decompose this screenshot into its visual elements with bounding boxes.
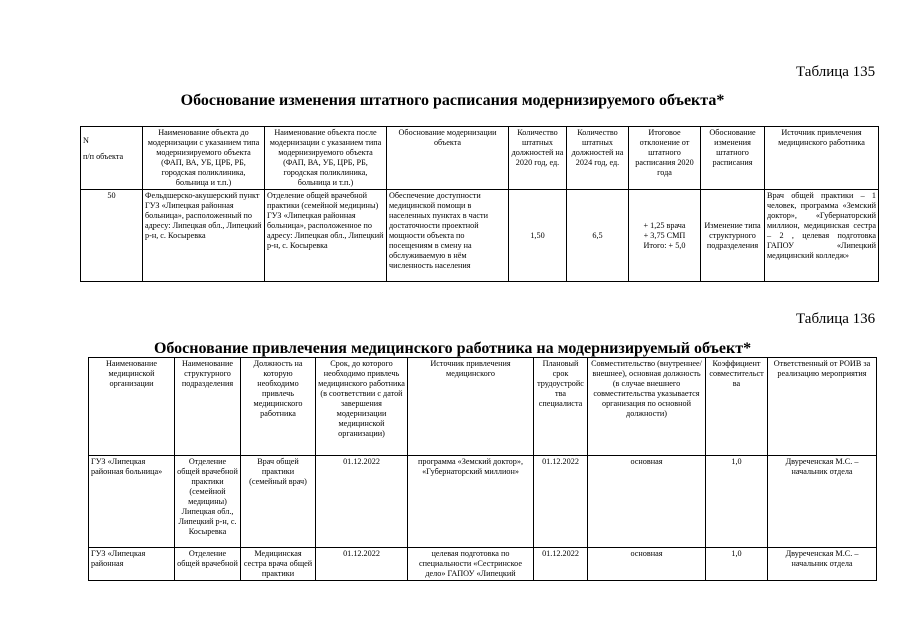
table-136-header-row xyxy=(89,358,877,456)
header-num-pp: п/п объекта xyxy=(83,152,124,161)
table-135-title: Обоснование изменения штатного расписания модернизируемого объекта* xyxy=(180,92,725,109)
header-source: Источник привлечения медицинского работника xyxy=(765,127,879,190)
staff-attraction-table xyxy=(88,357,877,581)
header-after: Наименование объекта после модернизации с указанием типа модернизируемого объекта (ФАП, ВА, УБ, ЦРБ, РБ, городская поликлиника, больница и т.п.) xyxy=(265,127,387,190)
row-count-2020: 1,50 xyxy=(509,190,567,282)
row-position: Медицинская сестра врача общей практики xyxy=(241,548,316,581)
row-source: целевая подготовка по специальности «Сестринское дело» ГАПОУ «Липецкий xyxy=(408,548,534,581)
header-planned: Плановый срок трудоустройства специалиста xyxy=(534,358,588,456)
table-row xyxy=(81,190,879,282)
header-num-n: N xyxy=(83,136,89,145)
header-num xyxy=(81,127,143,190)
row-coef: 1,0 xyxy=(706,548,768,581)
row-deviation xyxy=(629,190,701,282)
row-deadline: 01.12.2022 xyxy=(316,456,408,548)
header-source: Источник привлечения медицинского xyxy=(408,358,534,456)
row-position: Врач общей практики (семейный врач) xyxy=(241,456,316,548)
table-136-number: Таблица 136 xyxy=(796,311,876,327)
staffing-change-table xyxy=(80,126,879,282)
header-coef: Коэффициент совместительства xyxy=(706,358,768,456)
table-136-title: Обоснование привлечения медицинского работника на модернизируемый объект* xyxy=(153,340,752,357)
row-unit: Отделение общей врачебной практики (семейной медицины) Липецкая обл., Липецкий р-н, с. Косыревка xyxy=(175,456,241,548)
table-135-header-row xyxy=(81,127,879,190)
header-before: Наименование объекта до модернизации с указанием типа модернизируемого объекта (ФАП, ВА, УБ, ЦРБ, РБ, городская поликлиника, больница и т.п.) xyxy=(143,127,265,190)
row-rationale: Обеспечение доступности медицинской помощи в населенных пунктах в части достаточности проектной мощности объекта по посещениям в смену на обслуживаемую в нём численность населения xyxy=(387,190,509,282)
header-position: Должность на которую необходимо привлечь медицинского работника xyxy=(241,358,316,456)
row-planned: 01.12.2022 xyxy=(534,456,588,548)
row-change-reason: Изменение типа структурного подразделения xyxy=(701,190,765,282)
row-source: Врач общей практики – 1 человек, программа «Земский доктор», «Губернаторский миллион, медицинская сестра – 2 , целевая подготовка ГАПОУ «Липецкий медицинский колледж» xyxy=(765,190,879,282)
header-org: Наименование медицинской организации xyxy=(89,358,175,456)
row-combination: основная xyxy=(588,548,706,581)
row-unit: Отделение общей врачебной xyxy=(175,548,241,581)
row-deviation-total: Итого: + 5,0 xyxy=(643,240,686,250)
header-combination: Совместительство (внутреннее/внешнее), основная должность (в случае внешнего совместительства указывается организация по основной должности) xyxy=(588,358,706,456)
row-source: программа «Земский доктор», «Губернаторский миллион» xyxy=(408,456,534,548)
row-responsible: Двуреченская М.С. – начальник отдела xyxy=(768,548,877,581)
row-combination: основная xyxy=(588,456,706,548)
row-deviation-doctors: + 1,25 врача xyxy=(643,220,686,230)
header-unit: Наименование структурного подразделения xyxy=(175,358,241,456)
table-row xyxy=(89,548,877,581)
header-deadline: Срок, до которого необходимо привлечь медицинского работника (в соответствии с датой завершения модернизации медицинской организации) xyxy=(316,358,408,456)
header-rationale: Обоснование модернизации объекта xyxy=(387,127,509,190)
row-deviation-nurses: + 3,75 СМП xyxy=(643,230,686,240)
header-deviation: Итоговое отклонение от штатного расписания 2020 года xyxy=(629,127,701,190)
table-135-number: Таблица 135 xyxy=(796,64,876,80)
row-deadline: 01.12.2022 xyxy=(316,548,408,581)
header-change-reason: Обоснование изменения штатного расписания xyxy=(701,127,765,190)
row-responsible: Двуреченская М.С. – начальник отдела xyxy=(768,456,877,548)
row-count-2024: 6,5 xyxy=(567,190,629,282)
row-org: ГУЗ «Липецкая районная xyxy=(89,548,175,581)
header-responsible: Ответственный от РОИВ за реализацию мероприятия xyxy=(768,358,877,456)
row-org: ГУЗ «Липецкая районная больница» xyxy=(89,456,175,548)
header-count-2020: Количество штатных должностей на 2020 год, ед. xyxy=(509,127,567,190)
row-after: Отделение общей врачебной практики (семейной медицины) ГУЗ «Липецкая районная больница», расположенное по адресу: Липецкая обл., Липецкий р-н, с. Косыревка xyxy=(265,190,387,282)
row-before: Фельдшерско-акушерский пункт ГУЗ «Липецкая районная больница», расположенный по адресу: Липецкая обл., Липецкий р-н, с. Косыревка xyxy=(143,190,265,282)
row-coef: 1,0 xyxy=(706,456,768,548)
header-count-2024: Количество штатных должностей на 2024 год, ед. xyxy=(567,127,629,190)
row-num: 50 xyxy=(81,190,143,282)
table-row xyxy=(89,456,877,548)
row-planned: 01.12.2022 xyxy=(534,548,588,581)
